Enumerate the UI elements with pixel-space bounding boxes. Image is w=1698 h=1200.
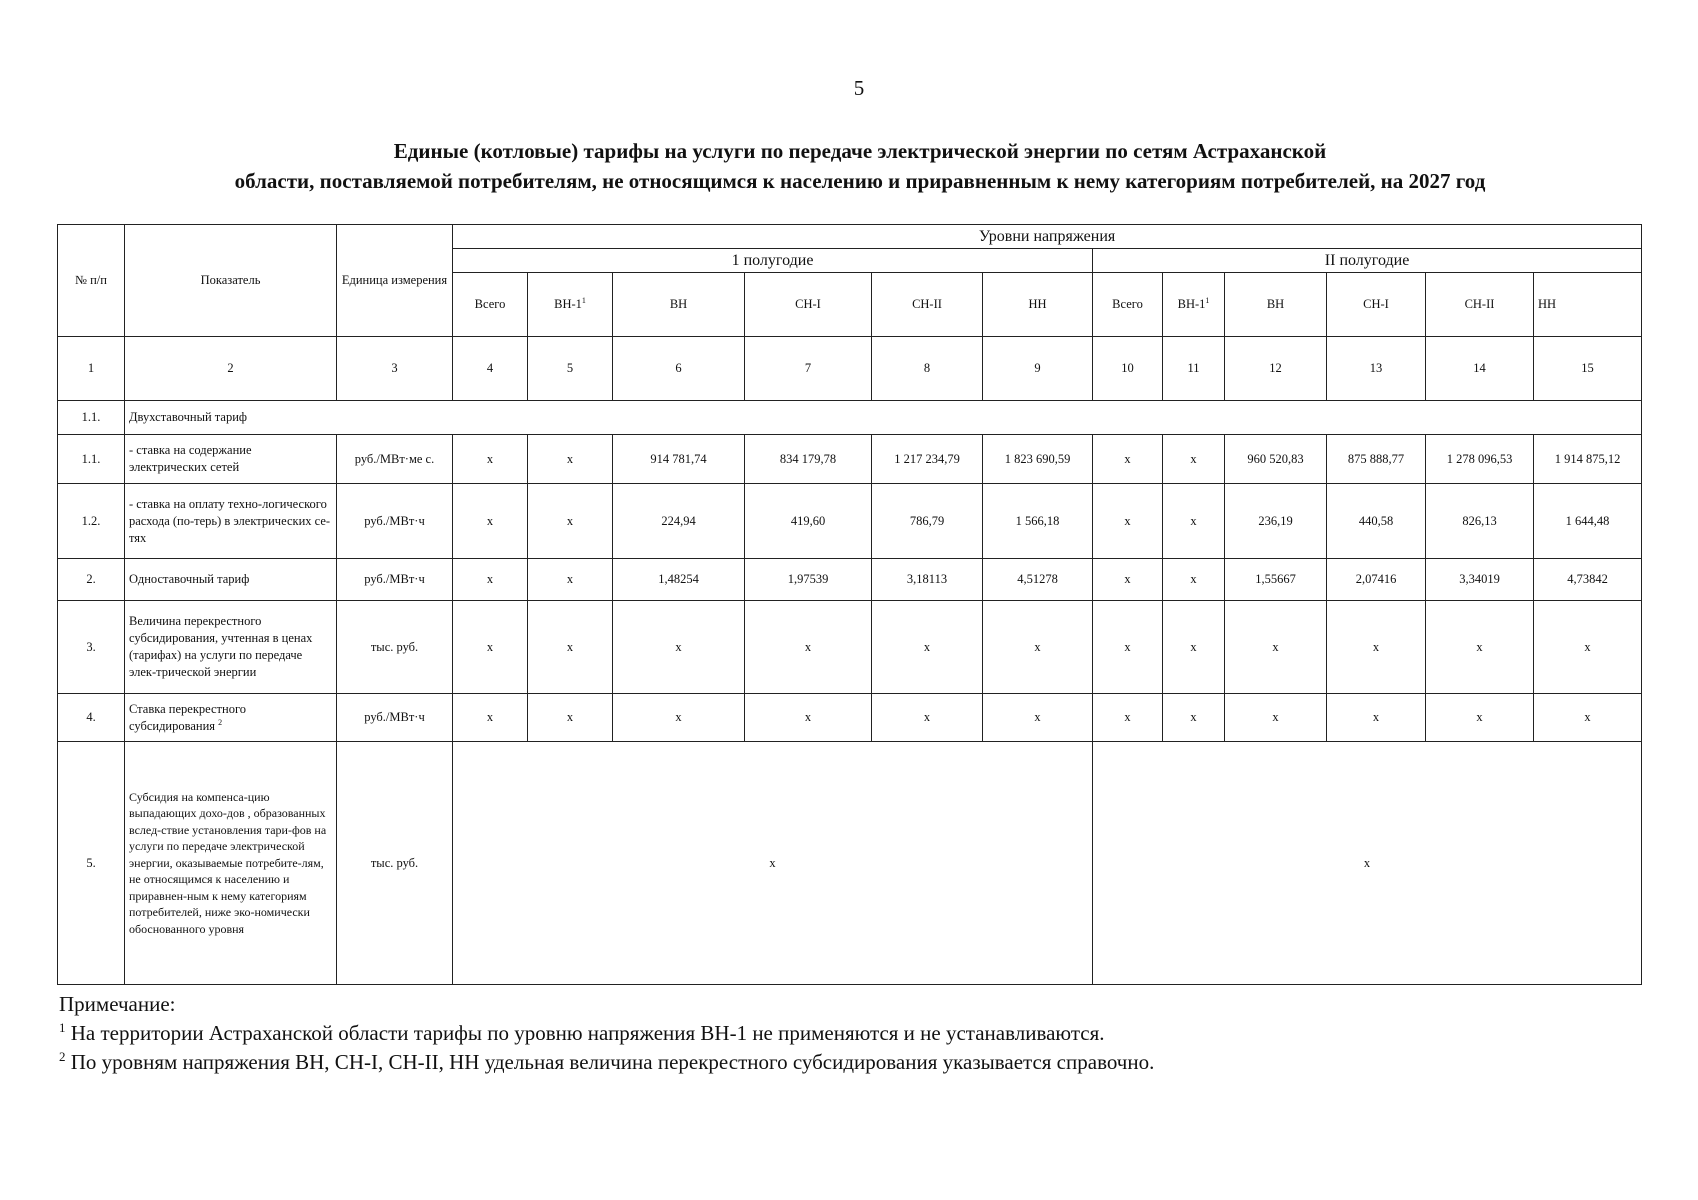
- row-unit: руб./МВт·ч: [337, 484, 453, 559]
- row-value: 2,07416: [1327, 559, 1426, 601]
- section-label: Двухставочный тариф: [125, 401, 1642, 435]
- header-col-nn-h2: НН: [1534, 273, 1642, 337]
- column-number: 4: [453, 337, 528, 401]
- row-unit: руб./МВт·ч: [337, 559, 453, 601]
- row-value: х: [1093, 559, 1163, 601]
- header-col-total-h1: Всего: [453, 273, 528, 337]
- row-value: 440,58: [1327, 484, 1426, 559]
- row-value: х: [1093, 435, 1163, 484]
- row-value: х: [453, 694, 528, 742]
- row-num: 1.1.: [58, 435, 125, 484]
- header-col-sn2-h2: СН-II: [1426, 273, 1534, 337]
- row-num: 1.2.: [58, 484, 125, 559]
- row-value: х: [528, 559, 613, 601]
- row-value: х: [1225, 601, 1327, 694]
- column-number: 10: [1093, 337, 1163, 401]
- row-indicator: Одноставочный тариф: [125, 559, 337, 601]
- table-row: [58, 484, 1642, 559]
- header-col-sn1-h1: СН-I: [745, 273, 872, 337]
- row-value: 826,13: [1426, 484, 1534, 559]
- row-value: 4,73842: [1534, 559, 1642, 601]
- row-value: х: [453, 559, 528, 601]
- section-num: 1.1.: [58, 401, 125, 435]
- row-value: 914 781,74: [613, 435, 745, 484]
- note-item: $^1$ На территории Астраханской области тарифы по уровню напряжения ВН-1 не применяются и не устанавливаются.: [59, 1020, 1105, 1045]
- header-col-vn-h2: ВН: [1225, 273, 1327, 337]
- row-value: 1 566,18: [983, 484, 1093, 559]
- column-number: 12: [1225, 337, 1327, 401]
- note-item: $^2$ По уровням напряжения ВН, СН-I, СН-II, НН удельная величина перекрестного субсидирования указывается справочно.: [59, 1049, 1155, 1074]
- header-col-nn-h1: НН: [983, 273, 1093, 337]
- row-value-half-2: х: [1093, 742, 1642, 985]
- row-value: 960 520,83: [1225, 435, 1327, 484]
- row-value: х: [1163, 559, 1225, 601]
- header-half-1: 1 полугодие: [453, 249, 1093, 273]
- column-number: 13: [1327, 337, 1426, 401]
- row-value: х: [1093, 484, 1163, 559]
- row-value: 3,34019: [1426, 559, 1534, 601]
- notes: [59, 990, 1639, 1077]
- row-num: 5.: [58, 742, 125, 985]
- column-number: 14: [1426, 337, 1534, 401]
- row-value: 1 278 096,53: [1426, 435, 1534, 484]
- row-value: 875 888,77: [1327, 435, 1426, 484]
- column-number: 9: [983, 337, 1093, 401]
- header-unit: Единица измерения: [337, 225, 453, 337]
- row-value: х: [1426, 601, 1534, 694]
- row-value: 236,19: [1225, 484, 1327, 559]
- row-indicator: - ставка на оплату техно-логического расхода (по-терь) в электрических се-тях: [125, 484, 337, 559]
- row-value: х: [872, 601, 983, 694]
- row-value: х: [745, 601, 872, 694]
- header-half-2: II полугодие: [1093, 249, 1642, 273]
- row-unit: тыс. руб.: [337, 742, 453, 985]
- row-value: 1 644,48: [1534, 484, 1642, 559]
- row-num: 2.: [58, 559, 125, 601]
- row-value: х: [1534, 694, 1642, 742]
- row-value: х: [528, 435, 613, 484]
- row-value: 1,48254: [613, 559, 745, 601]
- table-row: [58, 435, 1642, 484]
- header-col-vn1-h1: $ВН-1^1$: [528, 273, 613, 337]
- column-number: 2: [125, 337, 337, 401]
- notes-heading: Примечание:: [59, 992, 176, 1016]
- row-value: х: [1327, 694, 1426, 742]
- row-value: х: [453, 601, 528, 694]
- row-num: 4.: [58, 694, 125, 742]
- row-value: х: [453, 484, 528, 559]
- row-value: х: [1163, 601, 1225, 694]
- row-value: х: [1163, 484, 1225, 559]
- row-value: х: [1225, 694, 1327, 742]
- tariff-table: [57, 224, 1642, 985]
- row-value: х: [1163, 435, 1225, 484]
- header-indicator: Показатель: [125, 225, 337, 337]
- row-unit: руб./МВт·ч: [337, 694, 453, 742]
- row-indicator: Ставка перекрестного субсидирования $^2$: [125, 694, 337, 742]
- header-num: № п/п: [58, 225, 125, 337]
- row-unit: тыс. руб.: [337, 601, 453, 694]
- row-value: 786,79: [872, 484, 983, 559]
- page-number: 5: [853, 76, 865, 100]
- column-number: 1: [58, 337, 125, 401]
- header-col-total-h2: Всего: [1093, 273, 1163, 337]
- row-value-half-1: х: [453, 742, 1093, 985]
- table-row: [58, 742, 1642, 985]
- header-col-vn-h1: ВН: [613, 273, 745, 337]
- row-value: 4,51278: [983, 559, 1093, 601]
- column-number: 8: [872, 337, 983, 401]
- header-col-vn1-h2: $ВН-1^1$: [1163, 273, 1225, 337]
- row-value: 1 217 234,79: [872, 435, 983, 484]
- table-row: [58, 601, 1642, 694]
- header-col-sn2-h1: СН-II: [872, 273, 983, 337]
- row-value: х: [983, 601, 1093, 694]
- row-value: х: [872, 694, 983, 742]
- table-row: [58, 559, 1642, 601]
- row-value: 224,94: [613, 484, 745, 559]
- title-line-1: Единые (котловые) тарифы на услуги по передаче электрической энергии по сетям Астраханской: [393, 139, 1327, 163]
- row-value: х: [528, 601, 613, 694]
- row-value: х: [453, 435, 528, 484]
- row-value: 3,18113: [872, 559, 983, 601]
- row-value: 1,55667: [1225, 559, 1327, 601]
- row-value: х: [613, 694, 745, 742]
- row-value: х: [1093, 694, 1163, 742]
- title-line-2: области, поставляемой потребителям, не относящимся к населению и приравненным к нему категориям потребителей, на 2027 год: [234, 169, 1486, 193]
- section-row: [58, 401, 1642, 435]
- row-value: х: [1426, 694, 1534, 742]
- document-title: [60, 136, 1660, 196]
- row-value: 1 823 690,59: [983, 435, 1093, 484]
- row-value: 419,60: [745, 484, 872, 559]
- column-number: 5: [528, 337, 613, 401]
- row-value: х: [1163, 694, 1225, 742]
- row-indicator: Субсидия на компенса-цию выпадающих дохо-дов , образованных вслед-ствие установления тари-фов на услуги по передаче электрической энергии, оказываемые потребите-лям, не относящимся к населению и приравнен-ным к нему категориям потребителей, ниже эко-номически обоснованного уровня: [125, 742, 337, 985]
- column-number: 3: [337, 337, 453, 401]
- row-value: х: [528, 484, 613, 559]
- row-value: х: [1093, 601, 1163, 694]
- header-col-sn1-h2: СН-I: [1327, 273, 1426, 337]
- column-number: 15: [1534, 337, 1642, 401]
- row-indicator: - ставка на содержание электрических сетей: [125, 435, 337, 484]
- row-value: 834 179,78: [745, 435, 872, 484]
- table-row: [58, 694, 1642, 742]
- column-number: 7: [745, 337, 872, 401]
- row-value: х: [983, 694, 1093, 742]
- row-num: 3.: [58, 601, 125, 694]
- row-value: х: [528, 694, 613, 742]
- row-value: х: [1534, 601, 1642, 694]
- row-value: х: [745, 694, 872, 742]
- row-indicator: Величина перекрестного субсидирования, учтенная в ценах (тарифах) на услуги по передаче элек-трической энергии: [125, 601, 337, 694]
- column-number: 6: [613, 337, 745, 401]
- header-voltage-levels: Уровни напряжения: [453, 225, 1642, 249]
- row-value: х: [613, 601, 745, 694]
- column-number: 11: [1163, 337, 1225, 401]
- row-value: х: [1327, 601, 1426, 694]
- column-numbers-row: [58, 337, 1642, 401]
- row-unit: руб./МВт·ме с.: [337, 435, 453, 484]
- row-value: 1,97539: [745, 559, 872, 601]
- row-value: 1 914 875,12: [1534, 435, 1642, 484]
